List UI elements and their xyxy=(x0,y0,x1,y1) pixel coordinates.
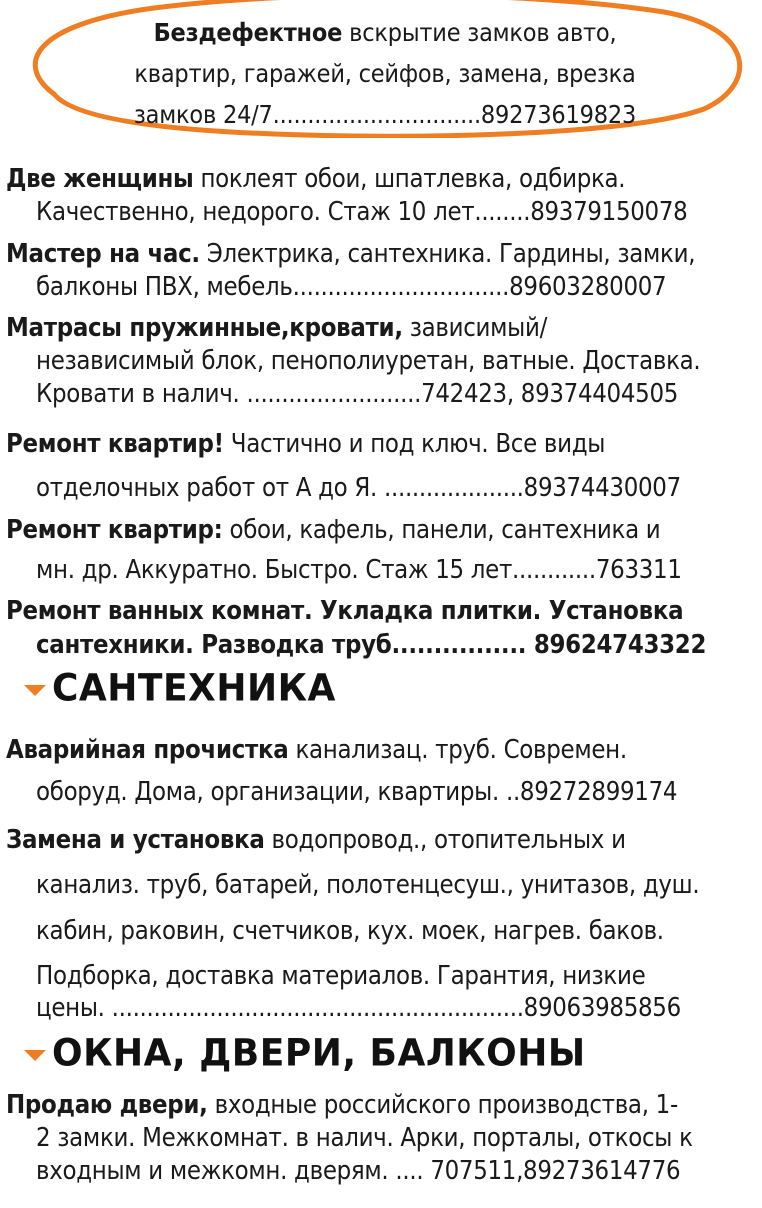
featured-ad-line1: вскрытие замков авто, xyxy=(342,18,617,47)
ad-text: канализац. труб. Современ. xyxy=(288,735,627,765)
ad-title: Продаю двери, xyxy=(6,1090,208,1120)
ad-title: Мастер на час. xyxy=(6,239,200,269)
ad-mattresses xyxy=(6,312,758,411)
ad-title: Ремонт ванных комнат. Укладка плитки. Установка xyxy=(6,596,684,626)
section-heading-windows-doors xyxy=(24,1033,586,1073)
ad-text: цены. ...........................................................89063985856 xyxy=(36,993,681,1023)
triangle-bullet-icon xyxy=(24,1050,46,1061)
ad-title: Матрасы пружинные,кровати, xyxy=(6,313,403,343)
ad-text: водопровод., отопительных и xyxy=(264,825,626,855)
ad-text: кабин, раковин, счетчиков, кух. моек, нагрев. баков. xyxy=(36,916,664,946)
ad-text: канализ. труб, батарей, полотенцесуш., унитазов, душ. xyxy=(36,870,700,900)
ad-pipe-cleaning xyxy=(6,731,758,815)
ad-renovation-1 xyxy=(6,424,758,512)
ad-title: сантехники. Разводка труб................ 89624743322 xyxy=(36,630,707,660)
ad-title: Ремонт квартир: xyxy=(6,515,223,545)
ad-text: балконы ПВХ, мебель...............................89603280007 xyxy=(36,272,667,302)
ad-text: зависимый/ xyxy=(402,313,547,343)
ad-text: обои, кафель, панели, сантехника и xyxy=(222,515,661,545)
ad-text: Подборка, доставка материалов. Гарантия, низкие xyxy=(36,961,646,991)
ad-text: мн. др. Аккуратно. Быстро. Стаж 15 лет............763311 xyxy=(36,555,682,585)
ad-text: оборуд. Дома, организации, квартиры. ..89272899174 xyxy=(36,777,678,807)
ad-doors xyxy=(6,1089,758,1188)
ad-text: отделочных работ от А до Я. ....................89374430007 xyxy=(36,473,681,503)
ad-text: 2 замки. Межкомнат. в налич. Арки, порталы, откосы к xyxy=(36,1123,693,1153)
ad-bathroom xyxy=(6,594,758,662)
ad-renovation-2 xyxy=(6,512,758,592)
ad-text: Частично и под ключ. Все виды xyxy=(223,429,606,459)
featured-ad-line3: замков 24/7..............................89273619823 xyxy=(133,100,637,129)
ad-text: Электрика, сантехника. Гардины, замки, xyxy=(199,239,696,269)
ad-handyman xyxy=(6,238,758,304)
section-title: САНТЕХНИКА xyxy=(52,666,336,710)
ad-two-women xyxy=(6,163,758,229)
ad-replacement xyxy=(6,818,758,1023)
featured-ad-bold: Бездефектное xyxy=(153,18,343,47)
ad-text: входные российского производства, 1- xyxy=(207,1090,678,1120)
ad-text: независимый блок, пенополиуретан, ватные. Доставка. xyxy=(36,346,701,376)
ad-title: Ремонт квартир! xyxy=(6,429,224,459)
ad-text: входным и межкомн. дверям. .... 707511,89273614776 xyxy=(36,1156,681,1186)
ad-title: Две женщины xyxy=(6,164,194,194)
section-title: ОКНА, ДВЕРИ, БАЛКОНЫ xyxy=(52,1031,586,1075)
ad-title: Аварийная прочистка xyxy=(6,735,289,765)
featured-ad xyxy=(60,12,710,135)
section-heading-plumbing xyxy=(24,668,336,708)
ad-text: поклеят обои, шпатлевка, одбирка. xyxy=(193,164,626,194)
ad-title: Замена и установка xyxy=(6,825,265,855)
ad-text: Качественно, недорого. Стаж 10 лет........89379150078 xyxy=(36,197,688,227)
ad-text: Кровати в налич. .........................742423, 89374404505 xyxy=(36,379,679,409)
triangle-bullet-icon xyxy=(24,685,46,696)
featured-ad-line2: квартир, гаражей, сейфов, замена, врезка xyxy=(134,59,636,88)
